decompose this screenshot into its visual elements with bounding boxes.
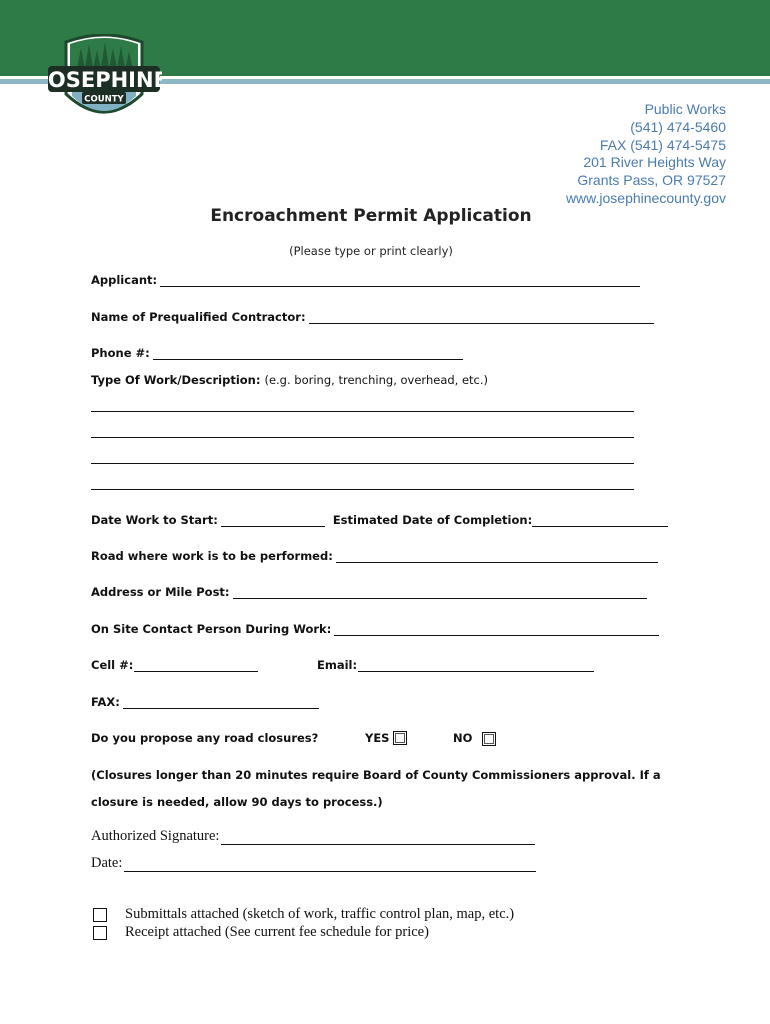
- receipt-row: [93, 924, 429, 941]
- phone-number: (541) 474-5460: [630, 118, 726, 135]
- contractor-label: Name of Prequalified Contractor:: [91, 310, 306, 324]
- work-type-field: [91, 373, 488, 387]
- city-state-zip: Grants Pass, OR 97527: [577, 172, 726, 189]
- work-type-label: Type Of Work/Description:: [91, 373, 261, 387]
- closure-note-line-1: (Closures longer than 20 minutes require Board of County Commissioners approval. If a: [91, 768, 661, 782]
- logo-subtext: COUNTY: [84, 94, 124, 105]
- completion-date-input[interactable]: [532, 514, 668, 527]
- form-subtitle: (Please type or print clearly): [289, 244, 453, 258]
- applicant-label: Applicant:: [91, 273, 158, 287]
- receipt-checkbox[interactable]: [93, 926, 107, 940]
- fax-number: FAX (541) 474-5475: [599, 136, 726, 153]
- phone-label: Phone #:: [91, 346, 150, 360]
- email-field: [317, 658, 594, 672]
- site-contact-input[interactable]: [334, 623, 659, 636]
- signature-field: [91, 828, 535, 845]
- start-date-field: [91, 513, 668, 527]
- street-address: 201 River Heights Way: [583, 154, 726, 171]
- cell-input[interactable]: [134, 659, 258, 672]
- site-contact-label: On Site Contact Person During Work:: [91, 622, 332, 636]
- logo-badge: [46, 34, 162, 122]
- description-line-3[interactable]: [91, 463, 634, 464]
- yes-label: YES: [365, 731, 390, 745]
- contractor-input[interactable]: [309, 311, 654, 324]
- address-label: Address or Mile Post:: [91, 585, 230, 599]
- start-date-label: Date Work to Start:: [91, 513, 218, 527]
- email-label: Email:: [317, 658, 358, 672]
- fax-field: [91, 695, 319, 709]
- closure-note-line-2: closure is needed, allow 90 days to process.): [91, 795, 383, 809]
- email-input[interactable]: [358, 659, 594, 672]
- phone-input[interactable]: [153, 347, 463, 360]
- signature-input[interactable]: [221, 830, 535, 845]
- description-line-1[interactable]: [91, 411, 634, 412]
- road-input[interactable]: [336, 550, 658, 563]
- applicant-field: [91, 273, 640, 287]
- department-name: Public Works: [644, 101, 726, 117]
- logo-text: JOSEPHINE: [46, 68, 162, 92]
- closure-question: Do you propose any road closures?: [91, 731, 319, 745]
- no-checkbox[interactable]: [482, 732, 496, 746]
- description-line-2[interactable]: [91, 437, 634, 438]
- fax-label: FAX:: [91, 695, 120, 709]
- date-input[interactable]: [124, 857, 536, 872]
- submittals-label: Submittals attached (sketch of work, traffic control plan, map, etc.): [125, 906, 515, 922]
- signature-label: Authorized Signature:: [91, 828, 220, 844]
- date-field: [91, 855, 536, 872]
- josephine-county-logo: [46, 34, 162, 122]
- road-field: [91, 549, 658, 563]
- start-date-input[interactable]: [221, 514, 325, 527]
- website-link[interactable]: www.josephinecounty.gov: [565, 189, 726, 206]
- fax-input[interactable]: [123, 696, 319, 709]
- no-label: NO: [453, 731, 473, 745]
- submittals-row: [93, 906, 514, 923]
- receipt-label: Receipt attached (See current fee schedule for price): [125, 924, 429, 940]
- road-label: Road where work is to be performed:: [91, 549, 333, 563]
- applicant-input[interactable]: [160, 274, 640, 287]
- phone-field: [91, 346, 463, 360]
- completion-date-label: Estimated Date of Completion:: [332, 513, 533, 527]
- form-title: Encroachment Permit Application: [210, 206, 532, 226]
- site-contact-field: [91, 622, 659, 636]
- description-line-4[interactable]: [91, 489, 634, 490]
- cell-label: Cell #:: [91, 658, 134, 672]
- cell-field: [91, 658, 258, 672]
- date-label: Date:: [91, 855, 123, 871]
- contractor-field: [91, 310, 654, 324]
- address-input[interactable]: [233, 586, 647, 599]
- work-type-hint: (e.g. boring, trenching, overhead, etc.): [264, 373, 489, 387]
- submittals-checkbox[interactable]: [93, 908, 107, 922]
- yes-checkbox[interactable]: [393, 731, 407, 745]
- contact-block: [566, 101, 726, 208]
- address-field: [91, 585, 647, 599]
